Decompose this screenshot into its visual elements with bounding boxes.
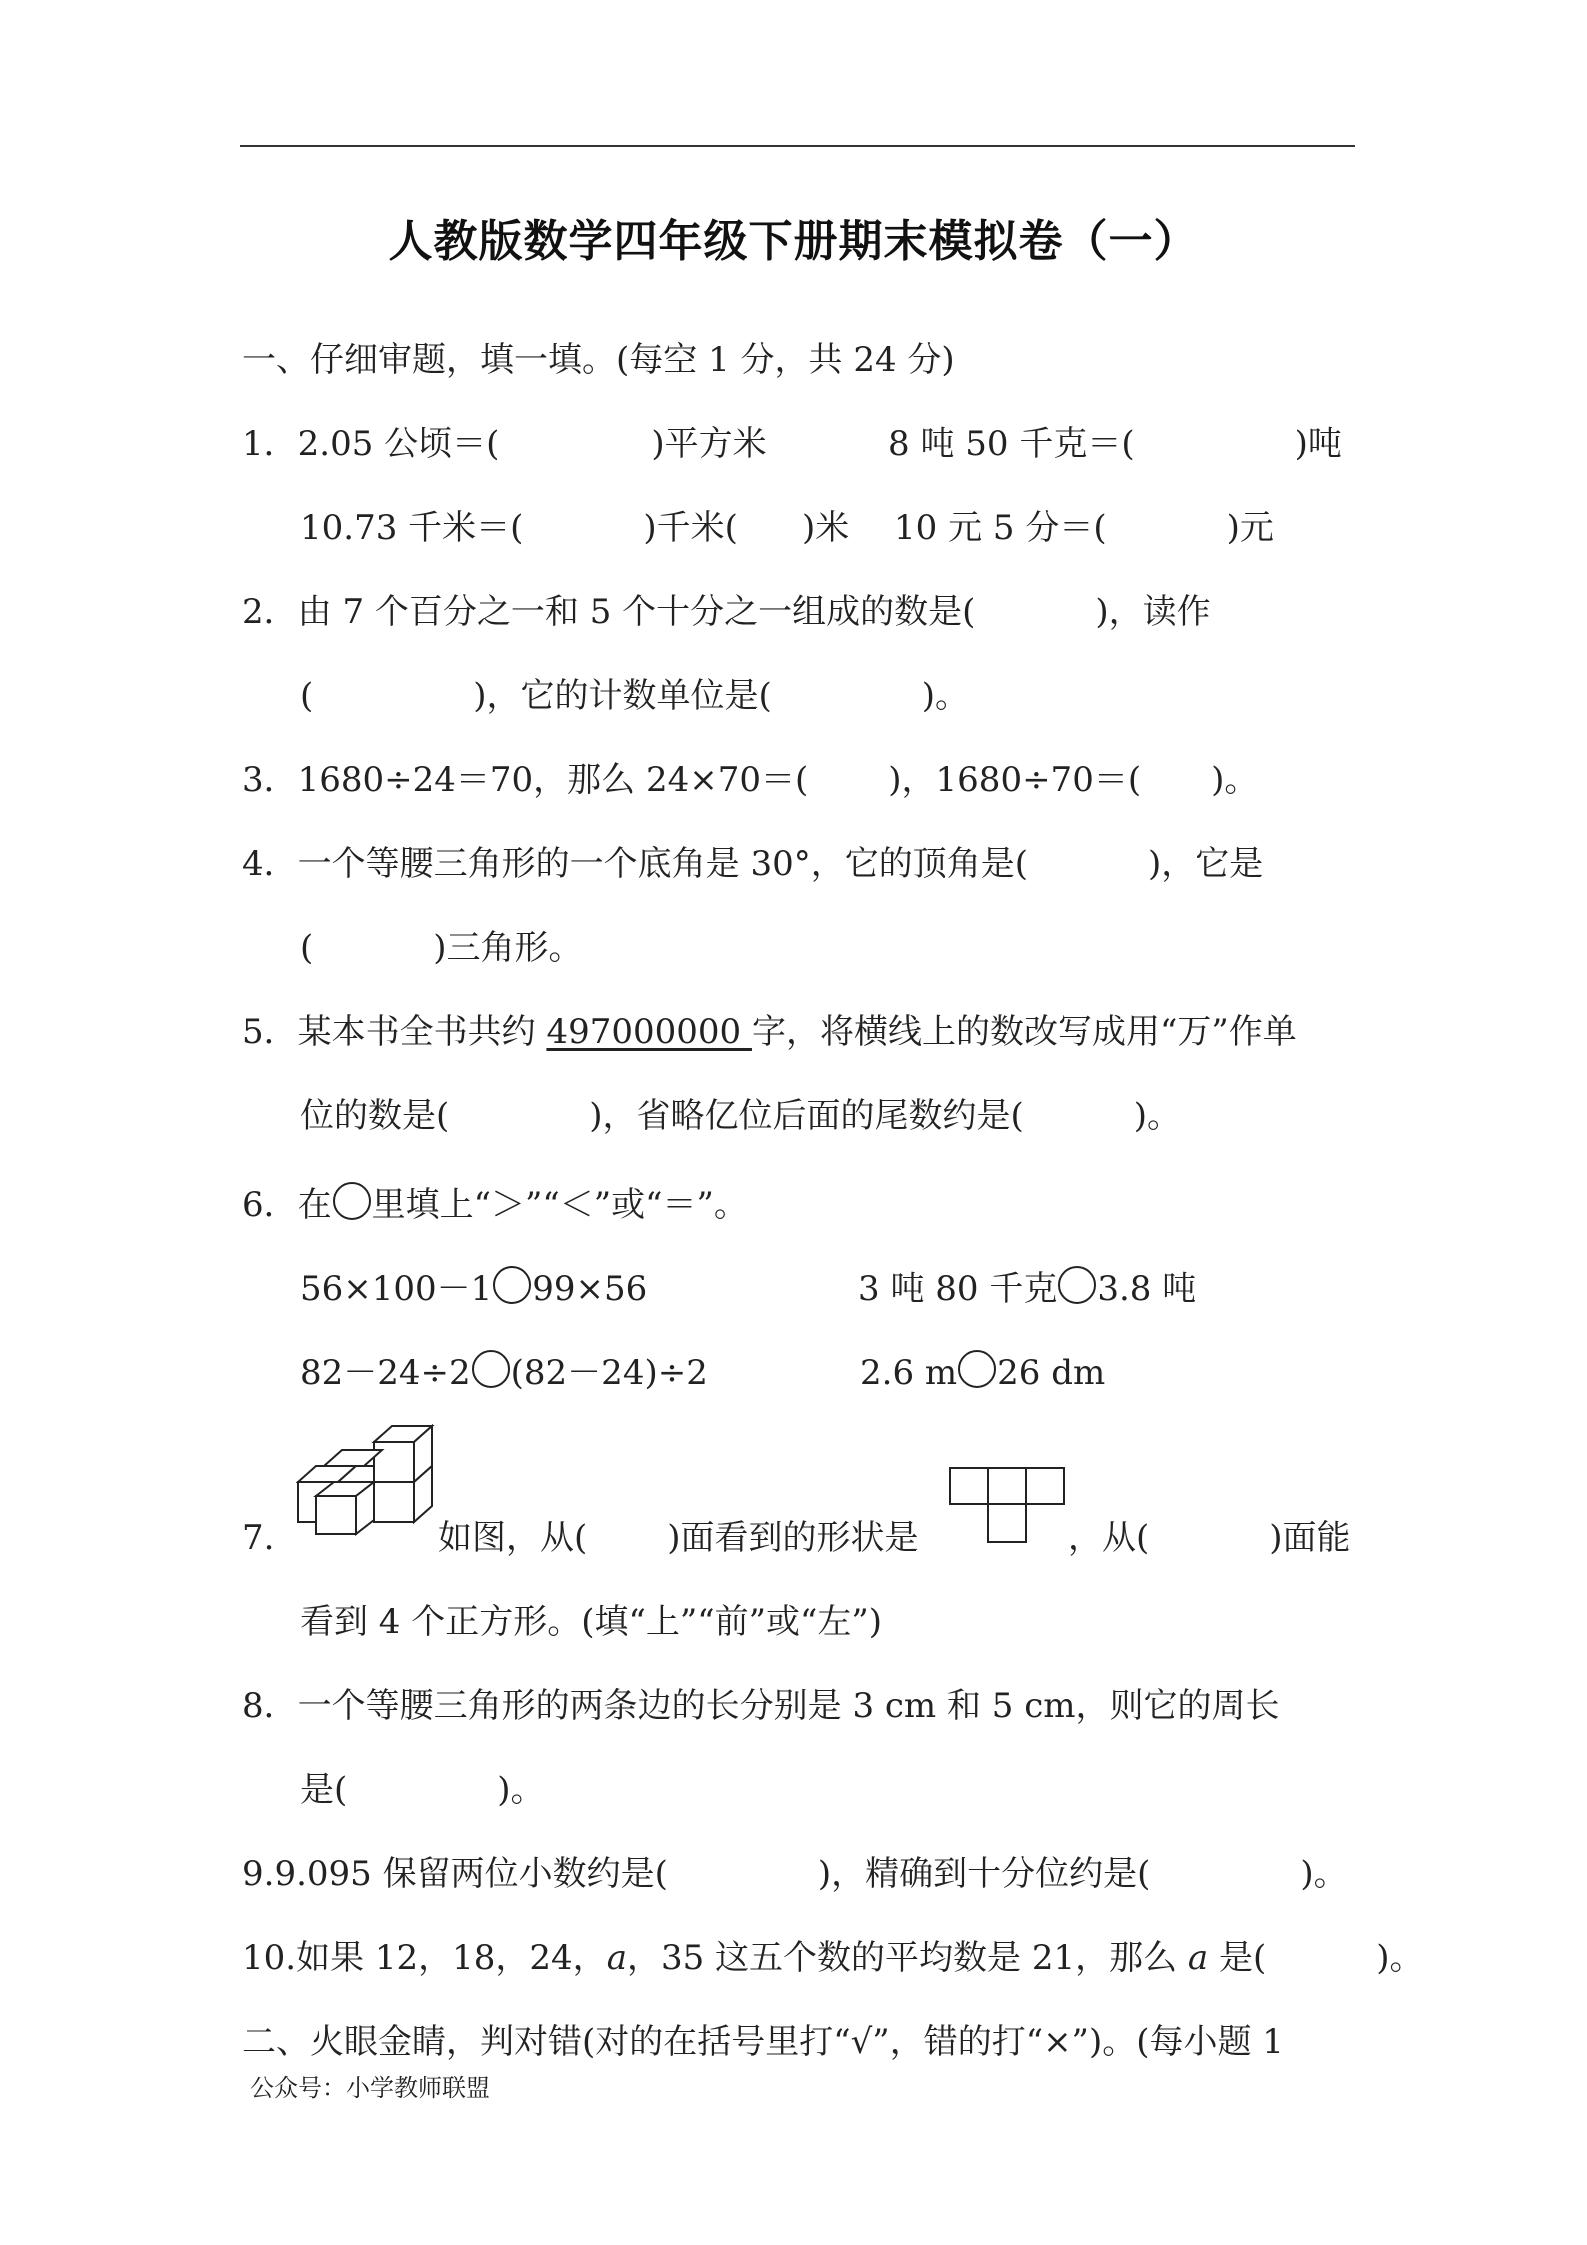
answer-circle-d[interactable]	[958, 1350, 996, 1388]
q8-line2-left: 是(	[300, 1770, 348, 1810]
q1-line1-b	[888, 424, 1342, 464]
q2-line1-left: 由 7 个百分之一和 5 个十分之一组成的数是(	[297, 592, 976, 632]
answer-circle-a[interactable]	[493, 1266, 531, 1304]
q10-variable-a: a	[606, 1938, 627, 1978]
q3-number: 3．	[242, 760, 298, 800]
q5-underlined-number: 497000000	[546, 1012, 752, 1052]
compare-circle-icon	[333, 1182, 371, 1220]
q8-line2-right: )。	[497, 1770, 545, 1810]
q10-variable-a-2: a	[1187, 1938, 1209, 1978]
q5-number: 5．	[242, 1012, 298, 1052]
q10-number: 10.	[242, 1938, 297, 1978]
q7-number: 7.	[242, 1518, 275, 1558]
q1-a-right: )平方米	[651, 424, 767, 464]
footer-wechat: 公众号：小学教师联盟	[250, 2074, 490, 2102]
q9-number: 9.	[242, 1854, 275, 1894]
page-title: 人教版数学四年级下册期末模拟卷（一）	[388, 216, 1199, 267]
q6-number: 6．	[242, 1185, 298, 1225]
q7-line1-text	[438, 1518, 919, 1558]
q1-number: 1．	[242, 424, 298, 464]
q3-mid: )，1680÷70＝(	[888, 760, 1142, 800]
q7-line1-text2	[1068, 1518, 1351, 1558]
q4-line2	[300, 928, 583, 968]
q8-line1	[242, 1686, 1280, 1726]
q4-line1	[242, 844, 1263, 884]
q6-d-right: 26 dm	[997, 1353, 1106, 1393]
q5-line2-mid: )，省略亿位后面的尾数约是(	[589, 1096, 1024, 1136]
q7-text-b: )面看到的形状是	[667, 1518, 919, 1558]
q9-right: )。	[1300, 1854, 1348, 1894]
q3-left: 1680÷24＝70，那么 24×70＝(	[297, 760, 809, 800]
q5-line1-right: 字，将横线上的数改写成用“万”作单	[751, 1012, 1297, 1052]
q4-line1-right: )，它是	[1147, 844, 1264, 884]
q6-item-a	[300, 1266, 647, 1309]
q4-line2-right: )三角形。	[433, 928, 583, 968]
q6-c-left: 82－24÷2	[300, 1353, 471, 1393]
cube-stack-figure	[296, 1424, 436, 1536]
section2-heading: 二、火眼金睛，判对错(对的在括号里打“√”，错的打“×”)。(每小题 1	[242, 2022, 1284, 2062]
q3-right: )。	[1211, 760, 1259, 800]
q7-text-a: 如图，从(	[438, 1518, 588, 1558]
q5-line1-left: 某本书全书共约	[297, 1012, 547, 1052]
q2-number: 2．	[242, 592, 298, 632]
q8-number: 8．	[242, 1686, 298, 1726]
q8-line1-text: 一个等腰三角形的两条边的长分别是 3 cm 和 5 cm，则它的周长	[297, 1686, 1280, 1726]
q4-line2-left: (	[300, 928, 314, 968]
q2-line2-right: )。	[921, 676, 970, 716]
q1-b-left: 8 吨 50 千克＝(	[888, 424, 1135, 464]
q10-right: )。	[1376, 1938, 1424, 1978]
q9-mid: )，精确到十分位约是(	[817, 1854, 1151, 1894]
q2-line1-right: )，读作	[1095, 592, 1211, 632]
q4-line1-left: 一个等腰三角形的一个底角是 30°，它的顶角是(	[297, 844, 1028, 884]
q6-a-left: 56×100－1	[300, 1269, 493, 1309]
q6-item-b	[858, 1266, 1196, 1309]
q1-a-left: 2.05 公顷＝(	[297, 424, 500, 464]
answer-circle-b[interactable]	[1058, 1266, 1096, 1304]
q6-d-left: 2.6 m	[860, 1353, 958, 1393]
q6-item-d	[860, 1350, 1105, 1393]
q1-d-left: 10 元 5 分＝(	[894, 508, 1107, 548]
q6-b-right: 3.8 吨	[1097, 1269, 1197, 1309]
q5-line1	[242, 1012, 1297, 1052]
top-rule	[240, 145, 1355, 147]
q10-mid: ，35 这五个数的平均数是 21，那么	[626, 1938, 1188, 1978]
q1-line2	[300, 508, 849, 548]
q2-line2	[300, 676, 969, 716]
q1-c-right: )米	[801, 508, 850, 548]
q9-left: 9.095 保留两位小数约是(	[274, 1854, 668, 1894]
q2-line2-mid: )，它的计数单位是(	[473, 676, 772, 716]
q8-line2	[300, 1770, 545, 1810]
q10-line	[242, 1938, 1424, 1978]
q7-text-c: ，从(	[1068, 1518, 1150, 1558]
q10-mid2: 是(	[1208, 1938, 1267, 1978]
q5-line2-right: )。	[1133, 1096, 1182, 1136]
q4-number: 4．	[242, 844, 298, 884]
q1-d-right: )元	[1226, 508, 1274, 548]
q7-text-d: )面能	[1269, 1518, 1351, 1558]
q6-a-right: 99×56	[532, 1269, 648, 1309]
q1-line1	[242, 424, 767, 464]
q7-line2: 看到 4 个正方形。(填“上”“前”或“左”)	[300, 1602, 883, 1642]
section1-heading: 一、仔细审题，填一填。(每空 1 分，共 24 分)	[242, 340, 955, 380]
q9-line	[242, 1854, 1348, 1894]
q2-line2-left: (	[300, 676, 314, 716]
q1-line2-d	[894, 508, 1274, 548]
q3-line	[242, 760, 1258, 800]
q5-line2	[300, 1096, 1181, 1136]
q6-intro	[242, 1182, 748, 1225]
answer-circle-c[interactable]	[472, 1350, 510, 1388]
view-shape-figure	[948, 1466, 1068, 1546]
q10-left: 如果 12，18，24，	[296, 1938, 607, 1978]
q5-line2-left: 位的数是(	[300, 1096, 450, 1136]
q6-b-left: 3 吨 80 千克	[858, 1269, 1058, 1309]
q6-c-right: (82－24)÷2	[510, 1353, 708, 1393]
q1-c-mid: )千米(	[643, 508, 738, 548]
q6-intro-left: 在	[297, 1185, 332, 1225]
q6-intro-right: 里填上“＞”“＜”或“＝”。	[371, 1185, 748, 1225]
q1-b-right: )吨	[1294, 424, 1342, 464]
q7-line1	[242, 1518, 274, 1558]
q2-line1	[242, 592, 1211, 632]
q1-c-left: 10.73 千米＝(	[300, 508, 524, 548]
q6-item-c	[300, 1350, 708, 1393]
